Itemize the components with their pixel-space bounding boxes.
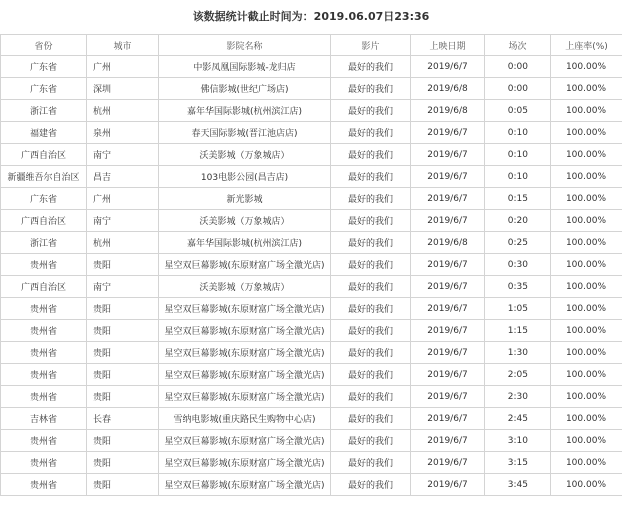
cell-release-date: 2019/6/7 xyxy=(411,188,485,210)
cell-film: 最好的我们 xyxy=(331,408,411,430)
cell-occupancy: 100.00% xyxy=(551,364,622,386)
cell-occupancy: 100.00% xyxy=(551,210,622,232)
cell-showtime: 3:15 xyxy=(485,452,551,474)
cell-cinema: 星空双巨幕影城(东原财富广场全激光店) xyxy=(159,364,331,386)
cell-cinema: 星空双巨幕影城(东原财富广场全激光店) xyxy=(159,342,331,364)
cell-film: 最好的我们 xyxy=(331,386,411,408)
cell-city: 南宁 xyxy=(87,276,159,298)
cell-occupancy: 100.00% xyxy=(551,56,622,78)
cell-occupancy: 100.00% xyxy=(551,78,622,100)
cell-province: 广东省 xyxy=(1,56,87,78)
cell-showtime: 0:00 xyxy=(485,78,551,100)
cell-occupancy: 100.00% xyxy=(551,298,622,320)
cell-province: 广东省 xyxy=(1,188,87,210)
cell-cinema: 沃美影城（万象城店） xyxy=(159,210,331,232)
table-row xyxy=(1,320,622,342)
cell-showtime: 0:10 xyxy=(485,166,551,188)
cell-city: 泉州 xyxy=(87,122,159,144)
cell-release-date: 2019/6/7 xyxy=(411,408,485,430)
cell-city: 贵阳 xyxy=(87,452,159,474)
cell-release-date: 2019/6/7 xyxy=(411,430,485,452)
cell-film: 最好的我们 xyxy=(331,320,411,342)
cell-cinema: 沃美影城（万象城店） xyxy=(159,144,331,166)
cell-city: 贵阳 xyxy=(87,254,159,276)
cell-city: 长春 xyxy=(87,408,159,430)
cell-city: 昌吉 xyxy=(87,166,159,188)
cell-showtime: 0:20 xyxy=(485,210,551,232)
column-header-release-date: 上映日期 xyxy=(411,35,485,56)
cell-cinema: 星空双巨幕影城(东原财富广场全激光店) xyxy=(159,430,331,452)
cell-cinema: 春天国际影城(晋江池店店) xyxy=(159,122,331,144)
cell-release-date: 2019/6/7 xyxy=(411,210,485,232)
cell-province: 广西自治区 xyxy=(1,210,87,232)
cell-showtime: 1:05 xyxy=(485,298,551,320)
cell-occupancy: 100.00% xyxy=(551,320,622,342)
cell-release-date: 2019/6/7 xyxy=(411,474,485,496)
cell-occupancy: 100.00% xyxy=(551,276,622,298)
cell-film: 最好的我们 xyxy=(331,232,411,254)
cell-showtime: 2:05 xyxy=(485,364,551,386)
cell-film: 最好的我们 xyxy=(331,474,411,496)
cell-occupancy: 100.00% xyxy=(551,122,622,144)
cell-province: 吉林省 xyxy=(1,408,87,430)
cell-film: 最好的我们 xyxy=(331,430,411,452)
cell-cinema: 佛信影城(世纪广场店) xyxy=(159,78,331,100)
cell-showtime: 0:25 xyxy=(485,232,551,254)
cell-cinema: 星空双巨幕影城(东原财富广场全激光店) xyxy=(159,320,331,342)
cell-showtime: 3:45 xyxy=(485,474,551,496)
cell-release-date: 2019/6/7 xyxy=(411,386,485,408)
cell-release-date: 2019/6/8 xyxy=(411,100,485,122)
cell-province: 福建省 xyxy=(1,122,87,144)
cell-release-date: 2019/6/7 xyxy=(411,320,485,342)
cell-city: 南宁 xyxy=(87,144,159,166)
cell-film: 最好的我们 xyxy=(331,100,411,122)
cell-province: 贵州省 xyxy=(1,254,87,276)
cell-city: 杭州 xyxy=(87,100,159,122)
cell-city: 贵阳 xyxy=(87,298,159,320)
cell-occupancy: 100.00% xyxy=(551,144,622,166)
cell-province: 广西自治区 xyxy=(1,276,87,298)
cell-province: 贵州省 xyxy=(1,320,87,342)
cell-city: 广州 xyxy=(87,188,159,210)
cell-occupancy: 100.00% xyxy=(551,100,622,122)
cell-film: 最好的我们 xyxy=(331,166,411,188)
cell-province: 贵州省 xyxy=(1,342,87,364)
table-row xyxy=(1,100,622,122)
cell-release-date: 2019/6/7 xyxy=(411,144,485,166)
cell-film: 最好的我们 xyxy=(331,452,411,474)
cell-province: 广东省 xyxy=(1,78,87,100)
cell-occupancy: 100.00% xyxy=(551,188,622,210)
cell-cinema: 嘉年华国际影城(杭州滨江店) xyxy=(159,100,331,122)
table-row xyxy=(1,232,622,254)
table-row xyxy=(1,56,622,78)
column-header-showtime: 场次 xyxy=(485,35,551,56)
cell-showtime: 0:10 xyxy=(485,122,551,144)
cell-cinema: 嘉年华国际影城(杭州滨江店) xyxy=(159,232,331,254)
cell-city: 贵阳 xyxy=(87,474,159,496)
cell-province: 贵州省 xyxy=(1,298,87,320)
table-row xyxy=(1,122,622,144)
cell-cinema: 星空双巨幕影城(东原财富广场全激光店) xyxy=(159,474,331,496)
table-row xyxy=(1,166,622,188)
cell-showtime: 0:35 xyxy=(485,276,551,298)
table-row xyxy=(1,298,622,320)
cell-film: 最好的我们 xyxy=(331,276,411,298)
cell-release-date: 2019/6/7 xyxy=(411,452,485,474)
cell-release-date: 2019/6/7 xyxy=(411,276,485,298)
cell-city: 深圳 xyxy=(87,78,159,100)
cell-province: 浙江省 xyxy=(1,100,87,122)
cell-showtime: 0:30 xyxy=(485,254,551,276)
table-row xyxy=(1,78,622,100)
cell-city: 广州 xyxy=(87,56,159,78)
table-row xyxy=(1,342,622,364)
table-header-row xyxy=(1,35,622,56)
column-header-occupancy: 上座率(%) xyxy=(551,35,622,56)
cell-cinema: 中影凤凰国际影城-龙归店 xyxy=(159,56,331,78)
cell-city: 杭州 xyxy=(87,232,159,254)
cell-city: 贵阳 xyxy=(87,320,159,342)
cell-film: 最好的我们 xyxy=(331,254,411,276)
cell-province: 贵州省 xyxy=(1,364,87,386)
cell-cinema: 新光影城 xyxy=(159,188,331,210)
table-body xyxy=(1,56,622,496)
cell-cinema: 103电影公园(昌吉店) xyxy=(159,166,331,188)
cell-release-date: 2019/6/7 xyxy=(411,166,485,188)
cell-showtime: 0:10 xyxy=(485,144,551,166)
cell-cinema: 星空双巨幕影城(东原财富广场全激光店) xyxy=(159,298,331,320)
page-title: 该数据统计截止时间为：2019.06.07日23:36 xyxy=(192,10,430,23)
cell-showtime: 2:30 xyxy=(485,386,551,408)
cell-city: 贵阳 xyxy=(87,386,159,408)
cell-film: 最好的我们 xyxy=(331,56,411,78)
cell-release-date: 2019/6/8 xyxy=(411,78,485,100)
cell-province: 贵州省 xyxy=(1,452,87,474)
cell-occupancy: 100.00% xyxy=(551,386,622,408)
table-row xyxy=(1,408,622,430)
column-header-cinema: 影院名称 xyxy=(159,35,331,56)
cell-city: 贵阳 xyxy=(87,364,159,386)
cell-province: 贵州省 xyxy=(1,386,87,408)
cell-occupancy: 100.00% xyxy=(551,430,622,452)
stats-table xyxy=(0,34,622,496)
column-header-film: 影片 xyxy=(331,35,411,56)
cell-cinema: 星空双巨幕影城(东原财富广场全激光店) xyxy=(159,386,331,408)
cell-film: 最好的我们 xyxy=(331,298,411,320)
cell-province: 贵州省 xyxy=(1,430,87,452)
column-header-province: 省份 xyxy=(1,35,87,56)
table-row xyxy=(1,144,622,166)
cell-release-date: 2019/6/7 xyxy=(411,364,485,386)
table-row xyxy=(1,188,622,210)
cell-occupancy: 100.00% xyxy=(551,232,622,254)
table-row xyxy=(1,210,622,232)
cell-occupancy: 100.00% xyxy=(551,408,622,430)
cell-showtime: 0:15 xyxy=(485,188,551,210)
cell-release-date: 2019/6/7 xyxy=(411,298,485,320)
cell-province: 贵州省 xyxy=(1,474,87,496)
cell-release-date: 2019/6/7 xyxy=(411,254,485,276)
cell-city: 贵阳 xyxy=(87,430,159,452)
cell-showtime: 0:00 xyxy=(485,56,551,78)
cell-cinema: 雪纳电影城(重庆路民生购物中心店) xyxy=(159,408,331,430)
cell-province: 新疆维吾尔自治区 xyxy=(1,166,87,188)
cell-city: 贵阳 xyxy=(87,342,159,364)
cell-showtime: 2:45 xyxy=(485,408,551,430)
cell-showtime: 1:30 xyxy=(485,342,551,364)
cell-occupancy: 100.00% xyxy=(551,166,622,188)
cell-occupancy: 100.00% xyxy=(551,474,622,496)
cell-occupancy: 100.00% xyxy=(551,254,622,276)
table-row xyxy=(1,452,622,474)
cell-province: 浙江省 xyxy=(1,232,87,254)
cell-cinema: 星空双巨幕影城(东原财富广场全激光店) xyxy=(159,452,331,474)
table-row xyxy=(1,276,622,298)
table-row xyxy=(1,364,622,386)
cell-film: 最好的我们 xyxy=(331,210,411,232)
cell-film: 最好的我们 xyxy=(331,188,411,210)
cell-release-date: 2019/6/7 xyxy=(411,122,485,144)
cell-cinema: 星空双巨幕影城(东原财富广场全激光店) xyxy=(159,254,331,276)
table-row xyxy=(1,430,622,452)
cell-cinema: 沃美影城（万象城店） xyxy=(159,276,331,298)
cell-film: 最好的我们 xyxy=(331,342,411,364)
cell-showtime: 1:15 xyxy=(485,320,551,342)
cell-release-date: 2019/6/7 xyxy=(411,342,485,364)
cell-release-date: 2019/6/7 xyxy=(411,56,485,78)
cell-film: 最好的我们 xyxy=(331,144,411,166)
cell-province: 广西自治区 xyxy=(1,144,87,166)
table-row xyxy=(1,386,622,408)
cell-showtime: 0:05 xyxy=(485,100,551,122)
cell-showtime: 3:10 xyxy=(485,430,551,452)
cell-release-date: 2019/6/8 xyxy=(411,232,485,254)
cell-film: 最好的我们 xyxy=(331,364,411,386)
table-row xyxy=(1,254,622,276)
cell-city: 南宁 xyxy=(87,210,159,232)
cell-occupancy: 100.00% xyxy=(551,452,622,474)
column-header-city: 城市 xyxy=(87,35,159,56)
cell-film: 最好的我们 xyxy=(331,78,411,100)
cell-film: 最好的我们 xyxy=(331,122,411,144)
cell-occupancy: 100.00% xyxy=(551,342,622,364)
table-row xyxy=(1,474,622,496)
